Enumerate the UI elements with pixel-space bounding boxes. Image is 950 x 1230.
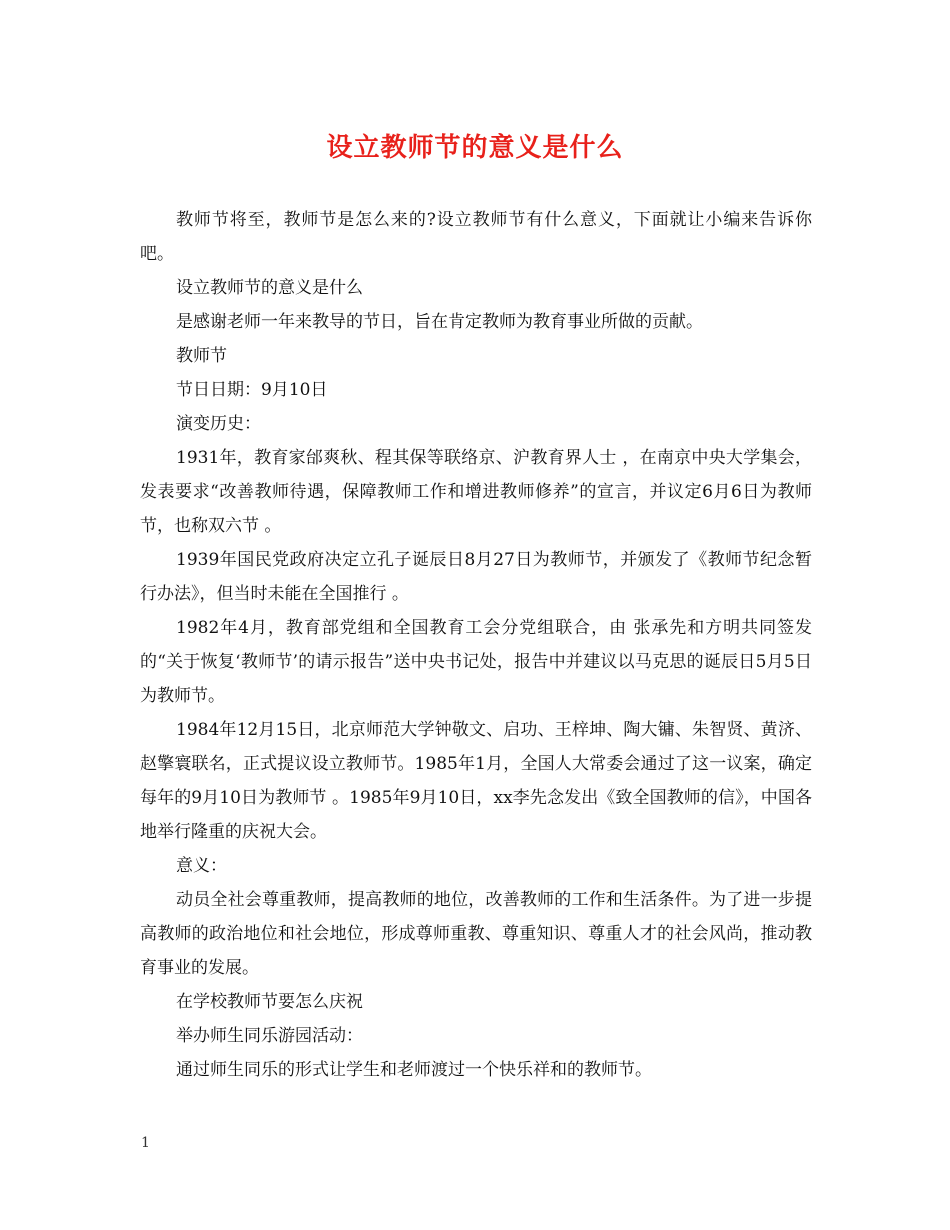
paragraph-heading-celebration: 在学校教师节要怎么庆祝 [176,992,363,1012]
paragraph-activity-description: 通过师生同乐的形式让学生和老师渡过一个快乐祥和的教师节。 [176,1060,652,1080]
paragraph-festival-date: 节日日期：9月10日 [176,380,328,400]
paragraph-heading-meaning: 设立教师节的意义是什么 [176,278,363,298]
paragraph-meaning-summary: 是感谢老师一年来教导的节日，旨在肯定教师为教育事业所做的贡献。 [176,312,703,332]
paragraph-history-1984: 1984年12月15日，北京师范大学钟敬文、启功、王梓坤、陶大镛、朱智贤、黄济、赵擎寰联名，正式提议设立教师节。1985年1月，全国人大常委会通过了这一议案，确定每年的9月10日为教师节 。1985年9月10日，xx李先念发出《致全国教师的信》，中国各地举行隆重的庆祝大会。 [140,720,812,842]
paragraph-activity-heading: 举办师生同乐游园活动： [176,1026,363,1046]
paragraph-heading-history: 演变历史： [176,414,261,434]
document-body [140,203,812,1087]
paragraph-history-1931: 1931年，教育家邰爽秋、程其保等联络京、沪教育界人士 ，在南京中央大学集会，发表要求“改善教师待遇，保障教师工作和增进教师修养”的宣言，并议定6月6日为教师节，也称双六节 。 [140,448,812,536]
page-number: 1 [141,1135,150,1151]
paragraph-significance: 动员全社会尊重教师，提高教师的地位，改善教师的工作和生活条件。为了进一步提高教师的政治地位和社会地位，形成尊师重教、尊重知识、尊重人才的社会风尚，推动教育事业的发展。 [140,890,812,978]
paragraph-heading-significance: 意义： [176,856,227,876]
document-title: 设立教师节的意义是什么 [326,133,624,163]
paragraph-history-1982: 1982年4月，教育部党组和全国教育工会分党组联合，由 张承先和方明共同签发的“关于恢复‘教师节’的请示报告”送中央书记处，报告中并建议以马克思的诞辰日5月5日为教师节。 [140,618,812,706]
paragraph-heading-teachers-day: 教师节 [176,346,227,366]
paragraph-history-1939: 1939年国民党政府决定立孔子诞辰日8月27日为教师节，并颁发了《教师节纪念暂行办法》，但当时未能在全国推行 。 [140,550,812,604]
paragraph-intro: 教师节将至，教师节是怎么来的?设立教师节有什么意义，下面就让小编来告诉你吧。 [140,210,812,264]
